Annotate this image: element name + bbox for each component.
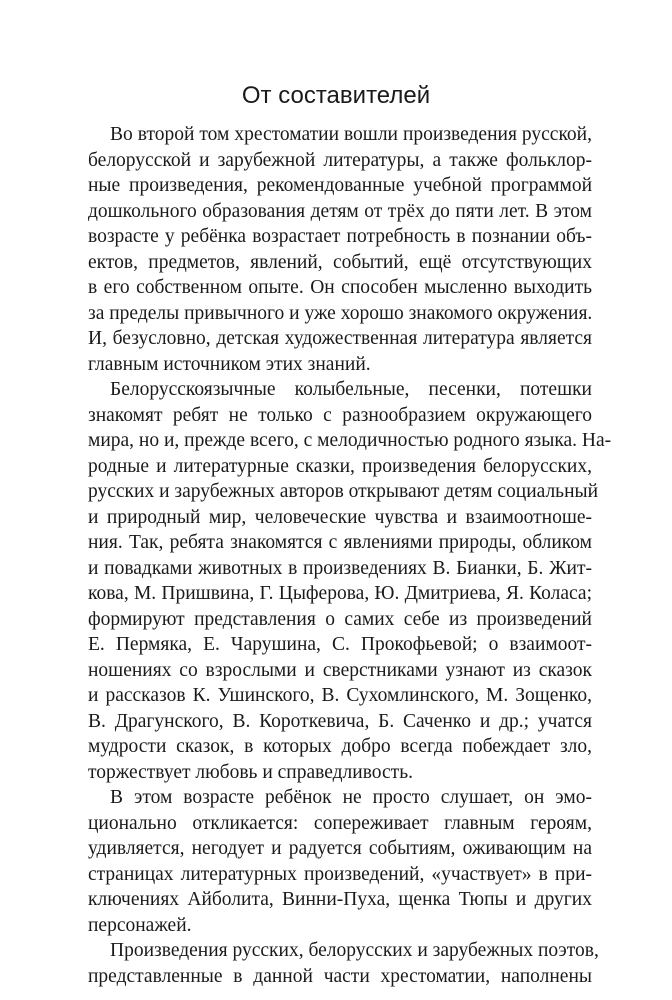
text-line: ные произведения, рекомендованные учебной программой [88, 175, 592, 196]
text-line: мудрости сказок, в которых добро всегда побеждает зло, [88, 736, 592, 757]
text-line: В этом возрасте ребёнок не просто слушает, он эмо- [110, 787, 592, 808]
text-line: Е. Пермяка, Е. Чарушина, С. Прокофьевой; о взаимоот- [88, 634, 592, 655]
page-title: От составителей [241, 82, 431, 109]
text-line: ектов, предметов, явлений, событий, ещё отсутствующих [88, 251, 592, 273]
text-line: Белорусскоязычные колыбельные, песенки, потешки [110, 379, 592, 400]
text-line: представленные в данной части хрестоматии, наполнены [88, 965, 592, 987]
text-line: в его собственном опыте. Он способен мысленно выходить [88, 277, 592, 298]
text-line: торжествует любовь и справедливость. [88, 761, 413, 783]
paragraph [88, 122, 592, 377]
text-line: родные и литературные сказки, произведения белорусских, [88, 455, 592, 477]
text-line: и природный мир, человеческие чувства и взаимоотноше- [88, 506, 592, 528]
text-line: знакомят ребят не только с разнообразием окружающего [88, 404, 592, 426]
text-line: главным источником этих знаний. [88, 353, 371, 375]
paragraph [88, 938, 599, 989]
text-line: удивляется, негодует и радуется событиям, оживающим на [88, 838, 592, 859]
text-line: страницах литературных произведений, «участвует» в при- [88, 863, 592, 885]
text-line: формируют представления о самих себе из произведений [88, 608, 592, 630]
text-line: В. Драгунского, В. Короткевича, Б. Саченко и др.; учатся [88, 710, 592, 732]
text-line: и повадками животных в произведениях В. Бианки, Б. Жит- [88, 557, 592, 579]
text-line: Во второй том хрестоматии вошли произведения русской, [110, 124, 592, 145]
text-line: ния. Так, ребята знакомятся с явлениями природы, обликом [88, 532, 592, 553]
paragraph [88, 377, 612, 785]
body-text [88, 122, 612, 989]
text-line: и рассказов К. Ушинского, В. Сухомлинского, М. Зощенко, [88, 685, 592, 706]
text-line: персонажей. [88, 914, 192, 936]
text-line: ционально откликается: сопереживает главным героям, [88, 812, 592, 834]
text-line: ключениях Айболита, Винни-Пуха, щенка Тюпы и других [88, 889, 592, 910]
text-line: Произведения русских, белорусских и зарубежных поэтов, [110, 940, 599, 961]
text-line: И, безусловно, детская художественная литература является [88, 328, 592, 349]
text-line: русских и зарубежных авторов открывают детям социальный [88, 481, 599, 502]
text-line: дошкольного образования детям от трёх до пяти лет. В этом [88, 200, 592, 222]
text-line: ношениях со взрослыми и сверстниками узнают из сказок [88, 659, 592, 681]
text-line: мира, но и, прежде всего, с мелодичностью родного языка. На- [88, 430, 612, 451]
text-line: возрасте у ребёнка возрастает потребность в познании объ- [88, 226, 592, 247]
text-line: белорусской и зарубежной литературы, а также фольклор- [88, 149, 592, 171]
text-line: кова, М. Пришвина, Г. Цыферова, Ю. Дмитриева, Я. Коласа; [88, 583, 592, 604]
paragraph [88, 785, 592, 938]
text-line: за пределы привычного и уже хорошо знакомого окружения. [88, 302, 593, 324]
